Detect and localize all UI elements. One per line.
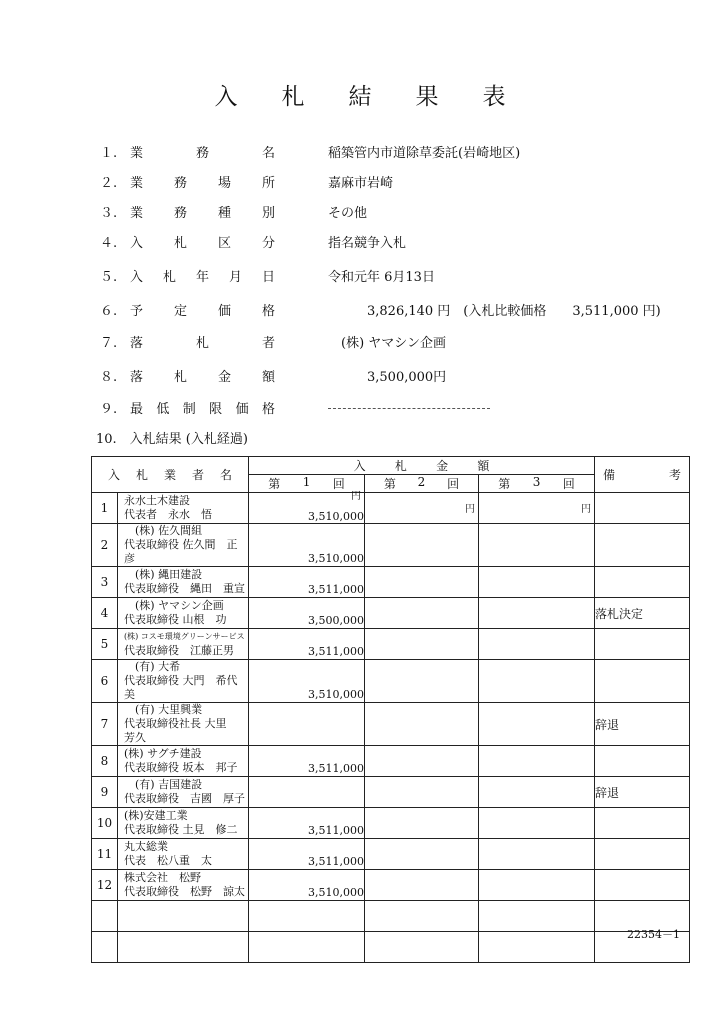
remarks-cell: 落札決定 xyxy=(595,598,690,629)
info-number: ７. xyxy=(100,336,118,351)
bid-amount-r3 xyxy=(479,839,595,870)
row-number: 8 xyxy=(92,746,118,777)
header-char: 3 xyxy=(532,475,541,489)
table-row xyxy=(92,703,690,746)
info-label-char: 月 xyxy=(228,270,242,285)
bid-amount-r2 xyxy=(365,567,479,598)
info-value: 稲築管内市道除草委託(岩崎地区) xyxy=(328,146,521,161)
table-row xyxy=(92,932,690,963)
header-char: 第 xyxy=(498,477,511,491)
header-char: 者 xyxy=(191,468,204,482)
row-number: 9 xyxy=(92,777,118,808)
bid-amount-r1 xyxy=(249,839,365,870)
bidder-representative: 代表取締役 松野 諒太 xyxy=(124,885,245,898)
yen-unit: 円 xyxy=(465,504,476,515)
info-label-char: 日 xyxy=(261,270,275,285)
bidder-name-cell xyxy=(118,660,249,703)
page-number: 22354－1 xyxy=(627,928,680,941)
table-row xyxy=(92,524,690,567)
bidder-representative: 代表取締役 吉國 厚子 xyxy=(124,792,245,805)
row-number: 5 xyxy=(92,629,118,660)
bid-amount-r3 xyxy=(479,629,595,660)
bidder-representative: 代表取締役 江藤正男 xyxy=(124,644,234,657)
header-round1 xyxy=(249,475,365,493)
blank-dashed-line xyxy=(328,408,490,409)
row-number: 6 xyxy=(92,660,118,703)
header-char: 1 xyxy=(302,475,311,489)
row-number: 12 xyxy=(92,870,118,901)
bidder-company: (株)安建工業 xyxy=(124,809,188,822)
table-row xyxy=(92,808,690,839)
bid-amount-value xyxy=(479,961,594,962)
bid-amount-r3 xyxy=(479,870,595,901)
title-char: 結 xyxy=(348,84,372,110)
row-number: 4 xyxy=(92,598,118,629)
bid-amount-r3 xyxy=(479,808,595,839)
info-label-char: 種 xyxy=(217,206,231,221)
bid-amount-r2 xyxy=(365,870,479,901)
remarks-cell: 辞退 xyxy=(595,777,690,808)
table-row xyxy=(92,567,690,598)
info-label-char: 業 xyxy=(130,146,144,161)
bidder-company: (株) 縄田建設 xyxy=(124,568,203,581)
table-row xyxy=(92,901,690,932)
title-char: 入 xyxy=(214,84,238,110)
bidder-representative: 代表者 永水 悟 xyxy=(124,508,212,521)
bidder-company: (有) 吉国建設 xyxy=(124,778,203,791)
info-label xyxy=(130,300,275,319)
info-number: ２. xyxy=(100,176,118,191)
page-title xyxy=(0,78,720,111)
bidder-name-cell xyxy=(118,777,249,808)
remarks-cell xyxy=(595,567,690,598)
header-char: 名 xyxy=(219,468,232,482)
info-value: 3,826,140 円 (入札比較価格 3,511,000 円) xyxy=(328,304,661,319)
bid-amount-r3 xyxy=(479,524,595,567)
bidder-name-cell xyxy=(118,524,249,567)
bidder-representative: 代表取締役 土見 修二 xyxy=(124,823,238,836)
header-char: 備 xyxy=(603,468,616,482)
info-label-char: 場 xyxy=(217,176,231,191)
bid-amount-r2 xyxy=(365,660,479,703)
bidder-representative: 代表取締役 坂本 邦子 xyxy=(124,761,238,774)
header-char: 金 xyxy=(436,459,449,473)
bid-amount-r1 xyxy=(249,629,365,660)
remarks-cell xyxy=(595,808,690,839)
info-number: ８. xyxy=(100,370,118,385)
title-char: 表 xyxy=(482,84,506,110)
bidder-representative: 代表取締役社長 大里 芳久 xyxy=(124,717,238,744)
bid-amount-value: 3,511,000 xyxy=(308,855,365,868)
bid-amount-value xyxy=(365,961,478,962)
bid-amount-r2 xyxy=(365,629,479,660)
bidder-name-cell xyxy=(118,901,249,932)
info-label-char: 務 xyxy=(173,176,187,191)
bid-amount-r1 xyxy=(249,567,365,598)
table-row xyxy=(92,839,690,870)
bid-amount-r1 xyxy=(249,808,365,839)
info-label-char: 最 xyxy=(130,402,144,417)
info-label-char: 年 xyxy=(195,270,209,285)
bid-amount-value: 3,510,000 xyxy=(308,886,365,899)
row-number: 10 xyxy=(92,808,118,839)
info-label-char: 格 xyxy=(261,402,275,417)
info-label-char: 入 xyxy=(130,236,144,251)
info-label-char: 価 xyxy=(235,402,249,417)
title-char: 果 xyxy=(415,84,439,110)
info-label xyxy=(130,366,275,385)
remarks-cell xyxy=(595,870,690,901)
remarks-cell xyxy=(595,524,690,567)
header-char: 入 xyxy=(107,468,120,482)
bid-amount-r3 xyxy=(479,932,595,963)
bid-amount-value: 3,511,000 xyxy=(308,583,365,596)
bidder-company: 永水土木建設 xyxy=(124,494,190,507)
bid-amount-r2 xyxy=(365,703,479,746)
bid-amount-value: 3,511,000 xyxy=(308,645,365,658)
bid-amount-r2 xyxy=(365,808,479,839)
bid-amount-r1 xyxy=(249,493,365,524)
bidder-name-cell xyxy=(118,598,249,629)
bidder-company: 丸太総業 xyxy=(124,840,168,853)
info-label-char: 金 xyxy=(217,370,231,385)
bidder-company: (株) ヤマシン企画 xyxy=(124,599,224,612)
row-number xyxy=(92,932,118,963)
bid-amount-r1 xyxy=(249,932,365,963)
bid-amount-r1 xyxy=(249,660,365,703)
info-number: １. xyxy=(100,146,118,161)
table-row xyxy=(92,746,690,777)
yen-unit: 円 xyxy=(351,491,362,502)
bid-amount-r1 xyxy=(249,524,365,567)
bid-amount-value: 3,510,000 xyxy=(308,688,365,701)
bidder-name-cell xyxy=(118,567,249,598)
bidder-name-cell xyxy=(118,629,249,660)
info-label-char: 名 xyxy=(261,146,275,161)
bidder-name-cell xyxy=(118,870,249,901)
header-char: 考 xyxy=(669,468,682,482)
bidder-name-cell xyxy=(118,493,249,524)
info-label-char: 務 xyxy=(173,206,187,221)
bid-amount-r2 xyxy=(365,932,479,963)
yen-unit: 円 xyxy=(581,504,592,515)
info-value: 3,500,000円 xyxy=(328,370,447,385)
info-label xyxy=(130,172,275,191)
header-char: 入 xyxy=(353,459,366,473)
bidder-representative: 代表取締役 佐久間 正彦 xyxy=(124,538,238,565)
bid-result-table xyxy=(91,456,690,963)
info-label-char: 業 xyxy=(130,176,144,191)
row-number: 11 xyxy=(92,839,118,870)
info-label-char: 札 xyxy=(173,370,187,385)
header-amount xyxy=(249,457,595,475)
bid-amount-value: 3,511,000 xyxy=(308,824,365,837)
bid-amount-r2 xyxy=(365,901,479,932)
bidder-name-cell xyxy=(118,703,249,746)
header-char: 回 xyxy=(447,477,460,491)
bid-amount-r3 xyxy=(479,777,595,808)
bid-amount-r3 xyxy=(479,567,595,598)
bid-amount-r3 xyxy=(479,901,595,932)
bidder-company: (株) コスモ環境グリーンサービス xyxy=(124,632,245,641)
info-label-char: 低 xyxy=(156,402,170,417)
bid-amount-r2 xyxy=(365,598,479,629)
info-label-char: 価 xyxy=(217,304,231,319)
bid-amount-value: 3,500,000 xyxy=(308,614,365,627)
bidder-representative: 代表 松八重 太 xyxy=(124,854,212,867)
info-label-char: 札 xyxy=(195,336,209,351)
info-label xyxy=(130,202,275,221)
bidder-name-cell xyxy=(118,932,249,963)
info-number: ４. xyxy=(100,236,118,251)
info-label-char: 所 xyxy=(261,176,275,191)
header-char: 第 xyxy=(268,477,281,491)
info-value: 令和元年 6月13日 xyxy=(328,270,435,285)
info-label-char: 落 xyxy=(130,370,144,385)
bid-amount-r1 xyxy=(249,901,365,932)
info-label-char: 者 xyxy=(261,336,275,351)
bid-amount-r1 xyxy=(249,777,365,808)
info-label-char: 務 xyxy=(195,146,209,161)
bid-amount-value: 3,511,000 xyxy=(308,762,365,775)
info-value: (株) ヤマシン企画 xyxy=(328,336,446,351)
bid-amount-r2 xyxy=(365,839,479,870)
info-label-char: 区 xyxy=(217,236,231,251)
bidder-representative: 代表取締役 大門 希代美 xyxy=(124,674,238,701)
header-char: 札 xyxy=(135,468,148,482)
bid-amount-r1 xyxy=(249,746,365,777)
info-label xyxy=(130,232,275,251)
bid-amount-r2 xyxy=(365,524,479,567)
remarks-cell xyxy=(595,746,690,777)
row-number xyxy=(92,901,118,932)
bidder-company: (株) 佐久間組 xyxy=(124,524,203,537)
table-row xyxy=(92,598,690,629)
table-row xyxy=(92,870,690,901)
info-label-char: 予 xyxy=(130,304,144,319)
info-number: ９. xyxy=(100,402,118,417)
header-remarks xyxy=(595,457,690,493)
bidder-name-cell xyxy=(118,746,249,777)
bidder-company: 株式会社 松野 xyxy=(124,871,201,884)
header-char: 回 xyxy=(562,477,575,491)
header-char: 2 xyxy=(417,475,426,489)
bid-amount-r1 xyxy=(249,703,365,746)
bidder-name-cell xyxy=(118,839,249,870)
info-label-char: 業 xyxy=(130,206,144,221)
bidder-company: (有) 大希 xyxy=(124,660,181,673)
remarks-cell xyxy=(595,629,690,660)
bid-amount-r3 xyxy=(479,598,595,629)
bid-amount-value: 3,510,000 xyxy=(308,552,365,565)
info-label-char: 別 xyxy=(261,206,275,221)
bidder-representative: 代表取締役 山根 功 xyxy=(124,613,227,626)
bidder-name-cell xyxy=(118,808,249,839)
info-number: ３. xyxy=(100,206,118,221)
table-row xyxy=(92,660,690,703)
bid-amount-r3 xyxy=(479,493,595,524)
bidder-representative: 代表取締役 縄田 重宣 xyxy=(124,582,245,595)
header-char: 額 xyxy=(477,459,490,473)
bidder-company: (有) 大里興業 xyxy=(124,703,203,716)
header-round2 xyxy=(365,475,479,493)
bid-amount-r3 xyxy=(479,660,595,703)
header-char: 業 xyxy=(163,468,176,482)
info-label xyxy=(130,398,275,417)
header-bidder xyxy=(92,457,249,493)
table-row xyxy=(92,629,690,660)
header-char: 第 xyxy=(383,477,396,491)
header-round3 xyxy=(479,475,595,493)
header-char: 回 xyxy=(332,477,345,491)
info-label-char: 限 xyxy=(209,402,223,417)
remarks-cell xyxy=(595,493,690,524)
bid-amount-r3 xyxy=(479,703,595,746)
info-label-char: 分 xyxy=(261,236,275,251)
remarks-cell xyxy=(595,839,690,870)
header-char: 札 xyxy=(394,459,407,473)
info-label-char: 落 xyxy=(130,336,144,351)
info-label xyxy=(130,142,275,161)
info-label-char: 制 xyxy=(182,402,196,417)
info-label-char: 入 xyxy=(130,270,144,285)
info-label-char: 札 xyxy=(162,270,176,285)
bid-amount-r2 xyxy=(365,746,479,777)
bid-amount-r1 xyxy=(249,598,365,629)
remarks-cell xyxy=(595,660,690,703)
info-label xyxy=(130,332,275,351)
info-label-char: 額 xyxy=(261,370,275,385)
row-number: 7 xyxy=(92,703,118,746)
bidder-company: (株) サグチ建設 xyxy=(124,747,202,760)
info-label-char: 札 xyxy=(173,236,187,251)
table-row xyxy=(92,777,690,808)
info-label-char: 定 xyxy=(173,304,187,319)
bid-amount-value xyxy=(249,961,364,962)
item10-label: 10. 入札結果 (入札経過) xyxy=(96,432,248,447)
info-value: 嘉麻市岩崎 xyxy=(328,176,394,191)
bid-amount-r1 xyxy=(249,870,365,901)
remarks-cell: 辞退 xyxy=(595,703,690,746)
info-label-char: 格 xyxy=(261,304,275,319)
bid-amount-value: 3,510,000 xyxy=(308,510,365,523)
info-number: ６. xyxy=(100,304,118,319)
info-value: 指名競争入札 xyxy=(328,236,407,251)
info-number: ５. xyxy=(100,270,118,285)
row-number: 1 xyxy=(92,493,118,524)
info-label xyxy=(130,266,275,285)
title-char: 札 xyxy=(281,84,305,110)
bid-amount-r2 xyxy=(365,777,479,808)
info-value: その他 xyxy=(328,206,368,221)
row-number: 3 xyxy=(92,567,118,598)
table-row xyxy=(92,493,690,524)
row-number: 2 xyxy=(92,524,118,567)
bid-amount-r2 xyxy=(365,493,479,524)
bid-amount-r3 xyxy=(479,746,595,777)
